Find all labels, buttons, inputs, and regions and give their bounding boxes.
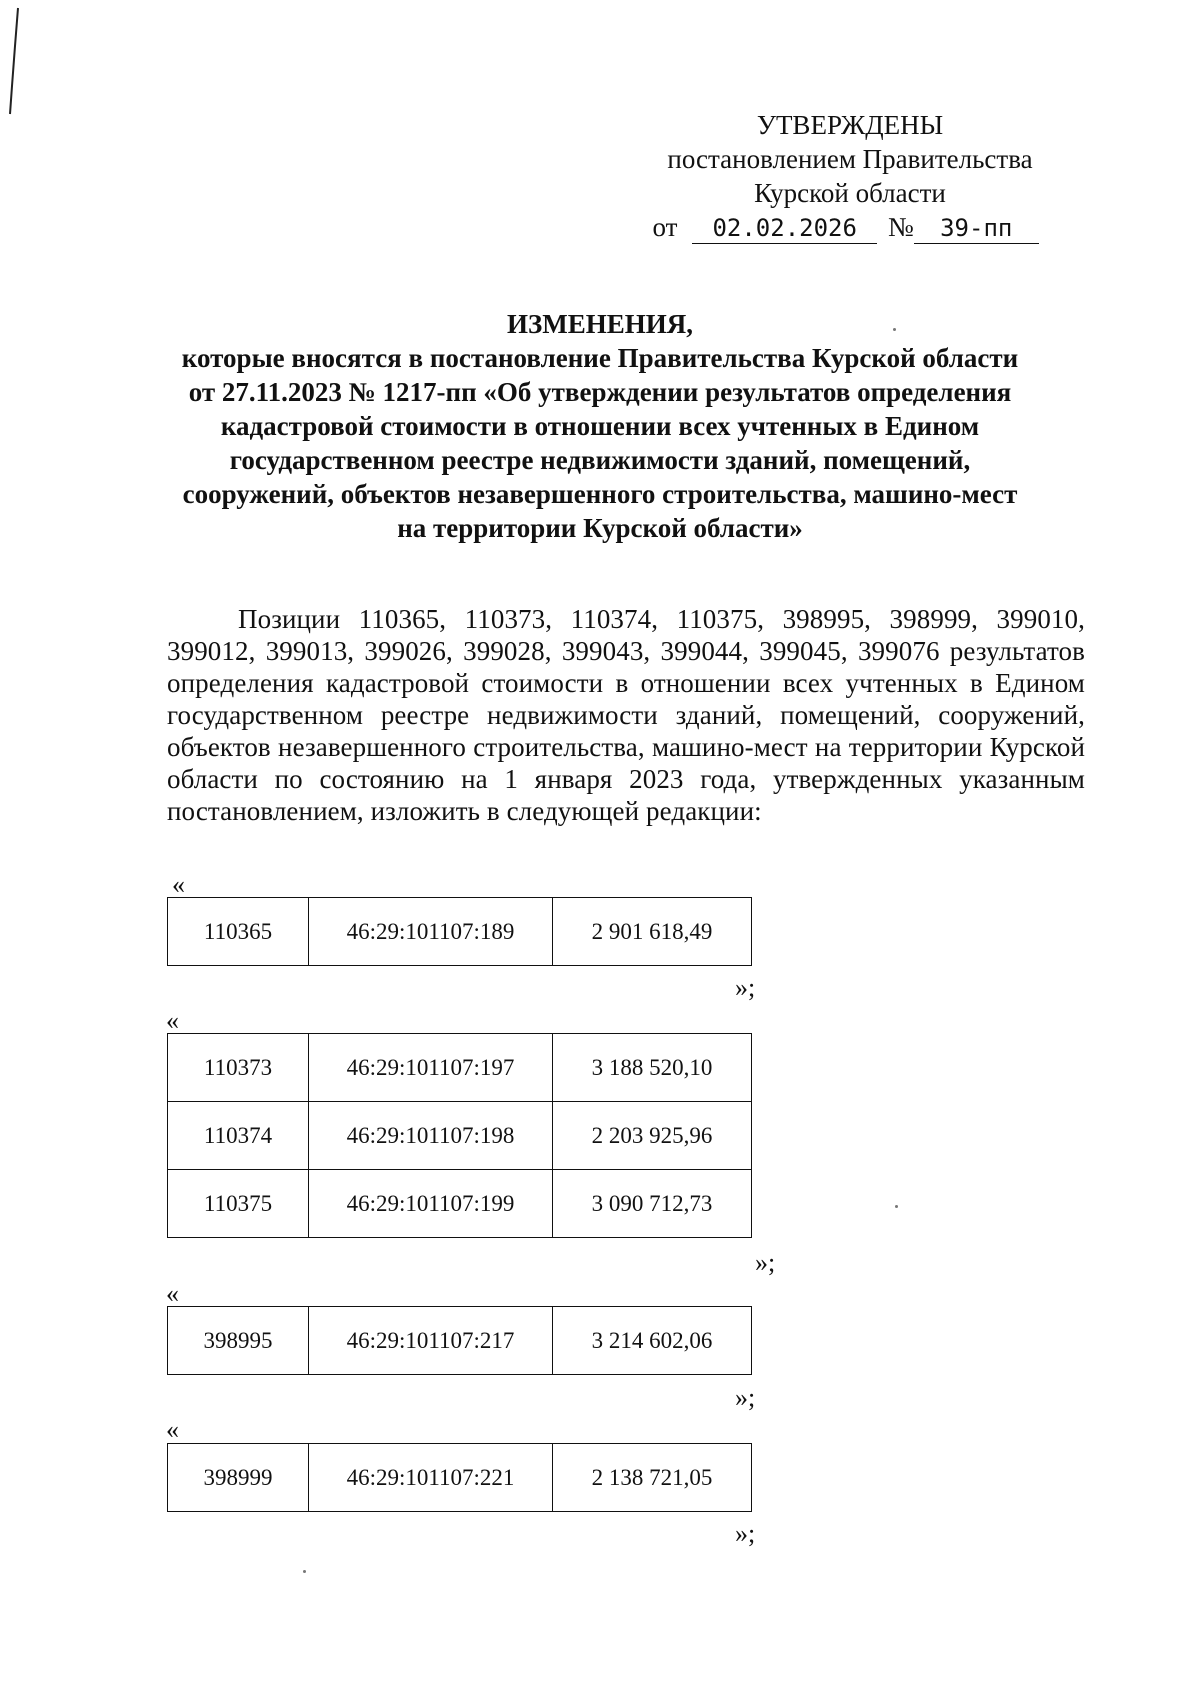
title-line: государственном реестре недвижимости зданий, помещений, bbox=[229, 445, 971, 475]
value-cell: 3 188 520,10 bbox=[553, 1034, 752, 1102]
quote-close: »; bbox=[735, 1519, 756, 1548]
table-row bbox=[168, 1102, 752, 1170]
quote-close: »; bbox=[735, 973, 756, 1002]
title-line: от 27.11.2023 № 1217-пп «Об утверждении результатов определения bbox=[188, 377, 1012, 407]
quote-close: »; bbox=[755, 1248, 776, 1277]
position-cell: 110365 bbox=[168, 898, 309, 966]
approval-heading: УТВЕРЖДЕНЫ bbox=[756, 110, 944, 140]
value-cell: 2 901 618,49 bbox=[553, 898, 752, 966]
scan-edge-mark bbox=[6, 6, 22, 116]
table-row bbox=[168, 1307, 752, 1375]
date-prefix: от bbox=[652, 212, 678, 242]
position-cell: 398999 bbox=[168, 1444, 309, 1512]
value-cell: 2 203 925,96 bbox=[553, 1102, 752, 1170]
decree-date: 02.02.2026 bbox=[692, 213, 877, 244]
table-row bbox=[168, 1034, 752, 1102]
approval-line-region: Курской области bbox=[754, 178, 946, 208]
scan-speck bbox=[893, 328, 896, 331]
cadastral-number-cell: 46:29:101107:217 bbox=[309, 1307, 553, 1375]
body-paragraph: Позиции 110365, 110373, 110374, 110375, 398995, 398999, 399010, 399012, 399013, 399026, 399028, 399043, 399044, 399045, 399076 результатов определения кадастровой стоимости в отношении всех учтенных в Едином государственном реестре недвижимости зданий, помещений, сооружений, объектов незавершенного строительства, машино-мест на территории Курской области по состоянию на 1 января 2023 года, утвержденных указанным постановлением, изложить в следующей редакции: bbox=[167, 604, 1085, 826]
cadastral-number-cell: 46:29:101107:199 bbox=[309, 1170, 553, 1238]
cadastral-table bbox=[167, 897, 752, 966]
value-cell: 2 138 721,05 bbox=[553, 1444, 752, 1512]
title-line: на территории Курской области» bbox=[397, 513, 803, 543]
position-cell: 110373 bbox=[168, 1034, 309, 1102]
document-title bbox=[150, 307, 1050, 545]
position-cell: 110375 bbox=[168, 1170, 309, 1238]
quote-open: « bbox=[166, 1006, 179, 1035]
title-line: кадастровой стоимости в отношении всех учтенных в Едином bbox=[220, 411, 980, 441]
number-prefix: № bbox=[887, 212, 914, 242]
value-cell: 3 090 712,73 bbox=[553, 1170, 752, 1238]
cadastral-number-cell: 46:29:101107:221 bbox=[309, 1444, 553, 1512]
cadastral-number-cell: 46:29:101107:197 bbox=[309, 1034, 553, 1102]
title-line: сооружений, объектов незавершенного строительства, машино-мест bbox=[182, 479, 1018, 509]
value-cell: 3 214 602,06 bbox=[553, 1307, 752, 1375]
quote-open: « bbox=[172, 870, 185, 899]
approval-stamp bbox=[600, 108, 1100, 244]
table-row bbox=[168, 1444, 752, 1512]
scan-speck bbox=[303, 1570, 306, 1573]
cadastral-table bbox=[167, 1306, 752, 1375]
position-cell: 398995 bbox=[168, 1307, 309, 1375]
title-heading: ИЗМЕНЕНИЯ, bbox=[506, 309, 693, 339]
cadastral-table bbox=[167, 1033, 752, 1238]
table-row bbox=[168, 898, 752, 966]
cadastral-number-cell: 46:29:101107:189 bbox=[309, 898, 553, 966]
cadastral-number-cell: 46:29:101107:198 bbox=[309, 1102, 553, 1170]
quote-close: »; bbox=[735, 1383, 756, 1412]
title-line: которые вносятся в постановление Правительства Курской области bbox=[181, 343, 1019, 373]
approval-line-decree: постановлением Правительства bbox=[667, 144, 1033, 174]
quote-open: « bbox=[166, 1279, 179, 1308]
scan-speck bbox=[895, 1205, 898, 1208]
cadastral-table bbox=[167, 1443, 752, 1512]
table-row bbox=[168, 1170, 752, 1238]
position-cell: 110374 bbox=[168, 1102, 309, 1170]
decree-number: 39-пп bbox=[914, 213, 1039, 244]
approval-date-number bbox=[600, 210, 1100, 244]
quote-open: « bbox=[166, 1415, 179, 1444]
